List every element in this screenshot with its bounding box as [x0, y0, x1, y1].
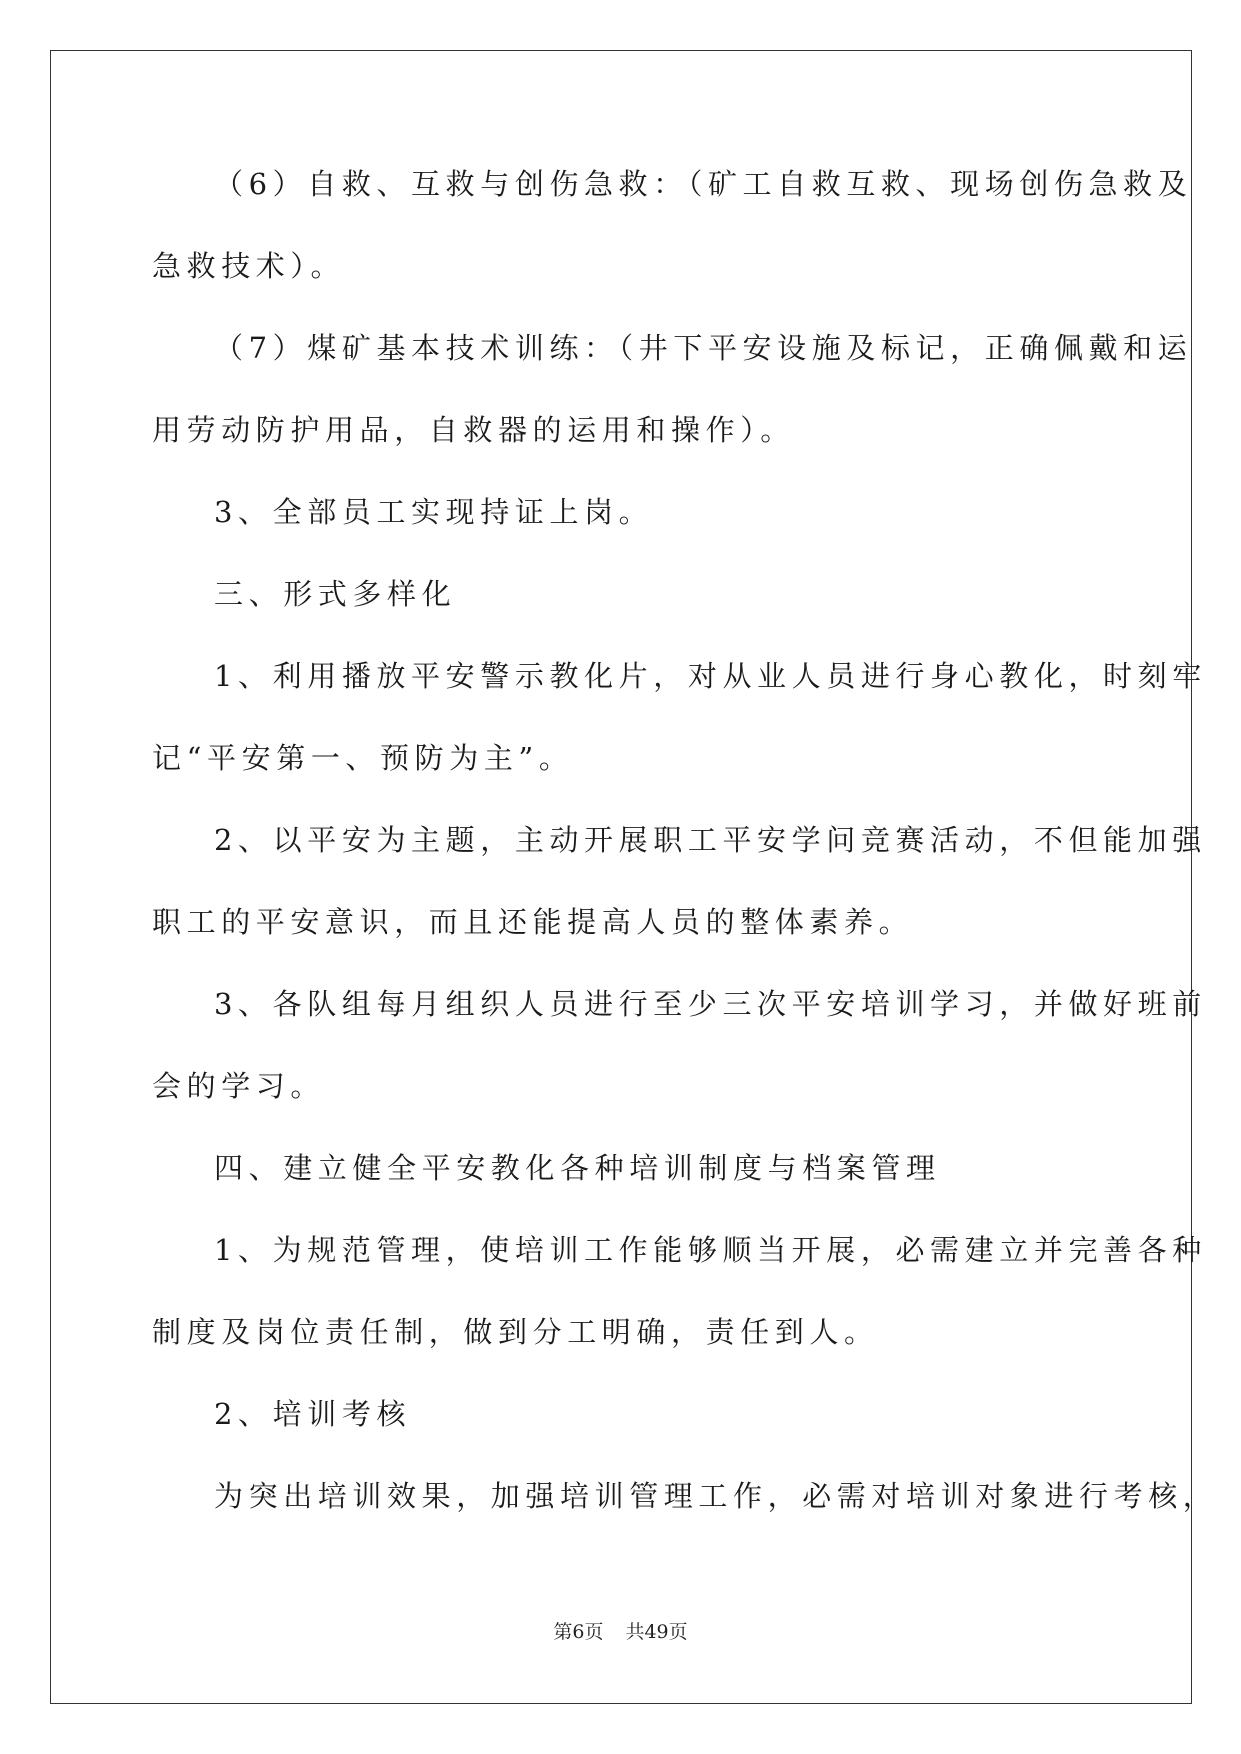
paragraph-line: （7）煤矿基本技术训练：（井下平安设施及标记，正确佩戴和运	[214, 331, 1193, 365]
paragraph-line: 1、为规范管理，使培训工作能够顺当开展，必需建立并完善各种	[214, 1233, 1207, 1267]
paragraph-line: 3、各队组每月组织人员进行至少三次平安培训学习，并做好班前	[214, 987, 1207, 1021]
paragraph-line: 制度及岗位责任制，做到分工明确，责任到人。	[152, 1315, 879, 1349]
section-heading: 三、形式多样化	[214, 577, 457, 611]
paragraph-line: 2、以平安为主题，主动开展职工平安学问竞赛活动，不但能加强	[214, 823, 1207, 857]
page-total: 共49页	[625, 1621, 688, 1643]
page-number: 第6页	[553, 1621, 604, 1643]
paragraph-line: 为突出培训效果，加强培训管理工作，必需对培训对象进行考核，	[214, 1479, 1218, 1513]
paragraph-line: 用劳动防护用品，自救器的运用和操作）。	[152, 413, 795, 447]
paragraph-line: 急救技术）。	[152, 249, 346, 283]
paragraph-line: 2、培训考核	[214, 1397, 412, 1431]
paragraph-line: 记“平安第一、预防为主”。	[152, 741, 574, 775]
document-body	[152, 162, 1218, 1556]
section-heading: 四、建立健全平安教化各种培训制度与档案管理	[214, 1151, 941, 1185]
paragraph-line: （6）自救、互救与创伤急救：（矿工自救互救、现场创伤急救及	[214, 167, 1193, 201]
paragraph-line: 3、全部员工实现持证上岗。	[214, 495, 654, 529]
paragraph-line: 会的学习。	[152, 1069, 326, 1103]
paragraph-line: 1、利用播放平安警示教化片，对从业人员进行身心教化，时刻牢	[214, 659, 1207, 693]
paragraph-line: 职工的平安意识，而且还能提高人员的整体素养。	[152, 905, 914, 939]
page-footer	[0, 1620, 1241, 1644]
